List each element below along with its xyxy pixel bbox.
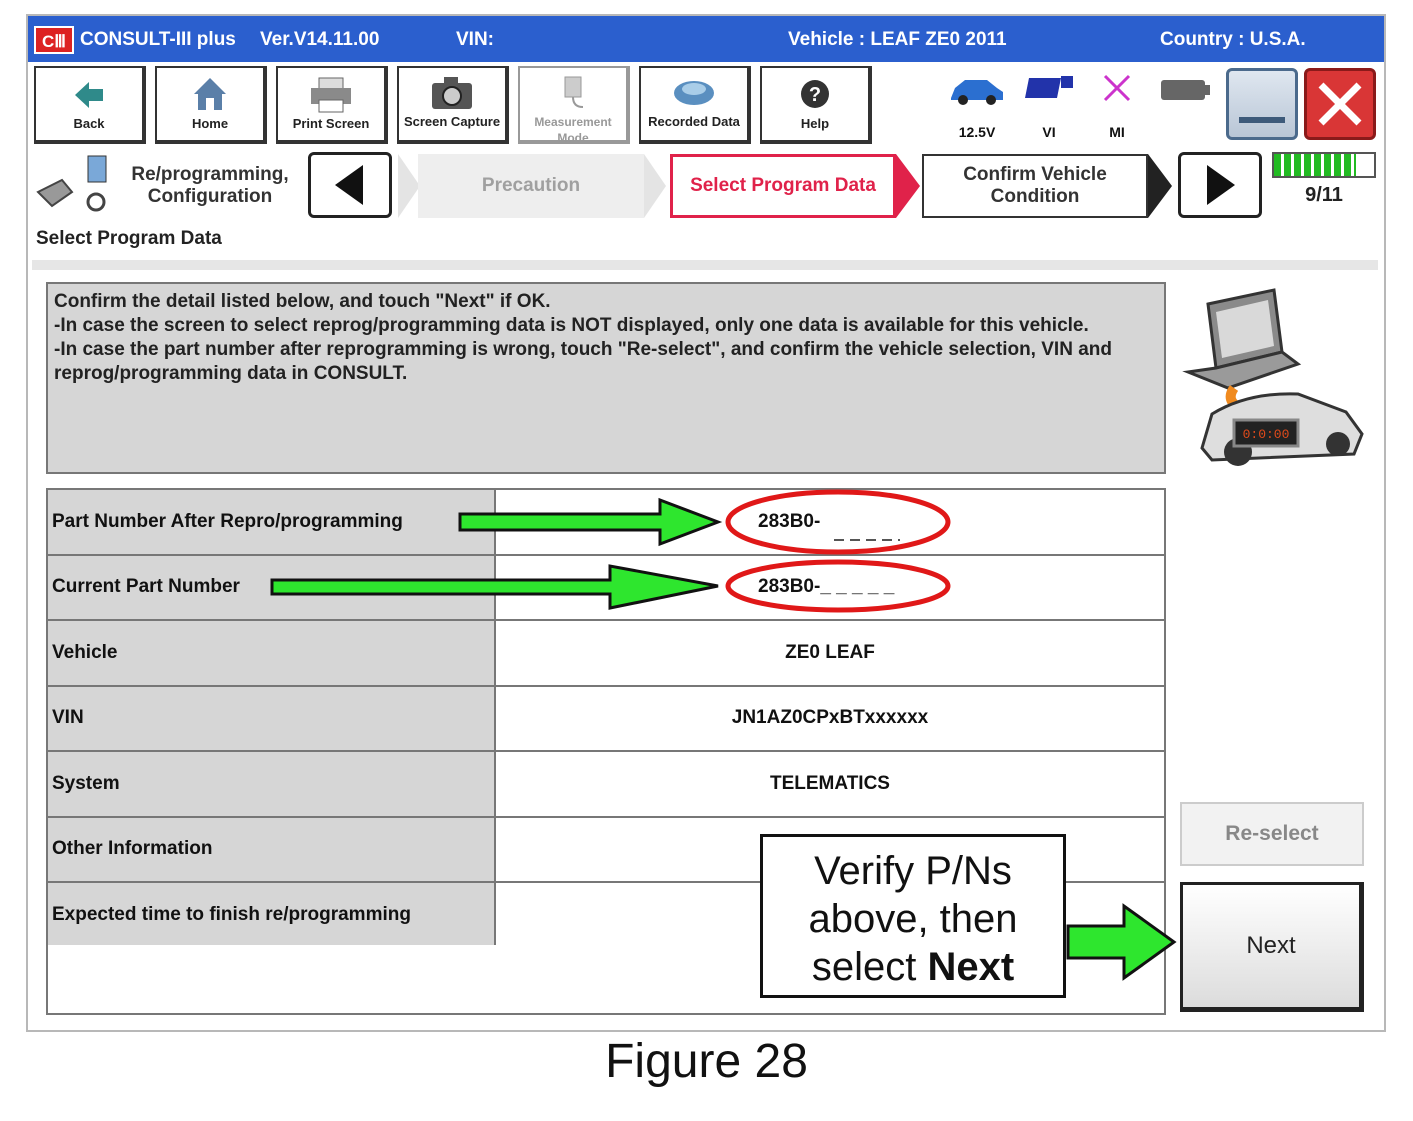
measurement-mode-button[interactable]: Measurement Mode (518, 66, 630, 144)
recorded-data-button[interactable]: Recorded Data (639, 66, 751, 144)
app-version: Ver.V14.11.00 (260, 29, 380, 50)
part-after-label: Part Number After Repro/programming (47, 489, 495, 555)
measurement-icon (553, 72, 593, 114)
vin-label: VIN: (456, 29, 494, 50)
figure-caption: Figure 28 (605, 1035, 808, 1088)
next-step-button[interactable] (1178, 152, 1262, 218)
mi-status: MI (1086, 72, 1148, 144)
step-chevron-icon (644, 154, 666, 218)
step-chevron-icon (398, 154, 420, 218)
reprogramming-icon (32, 152, 112, 218)
battery-icon (1157, 72, 1213, 108)
callout-line: select Next (811, 945, 1015, 989)
arrow-right-icon (1181, 155, 1259, 215)
progress-fill (1274, 154, 1356, 176)
svg-text:?: ? (808, 84, 822, 106)
part-after-value: 283B0- (495, 489, 1165, 555)
mi-icon (1097, 72, 1137, 108)
vehicle-value: ZE0 LEAF (495, 620, 1165, 686)
progress-count: 9/11 (1305, 184, 1343, 206)
vi-icon (1021, 72, 1077, 108)
table-row (47, 555, 1165, 621)
back-arrow-icon (69, 74, 109, 116)
callout-line: Verify P/Ns (814, 849, 1012, 893)
table-row (47, 620, 1165, 686)
instruction-box (46, 282, 1166, 474)
vin-row-label: VIN (47, 686, 495, 752)
camera-icon (428, 72, 476, 114)
svg-text:0:0:00: 0:0:00 (1242, 427, 1290, 442)
table-row (47, 489, 1165, 555)
country-info: Country : U.S.A. (1160, 29, 1306, 50)
step-select-program-data: Select Program Data (670, 154, 896, 218)
step-precaution: Precaution (418, 154, 644, 218)
help-button[interactable]: ? Help (760, 66, 872, 144)
home-button[interactable]: Home (155, 66, 267, 144)
vin-value: JN1AZ0CPxBTxxxxxx (495, 686, 1165, 752)
screen-capture-button[interactable]: Screen Capture (397, 66, 509, 144)
close-button[interactable] (1304, 68, 1376, 140)
table-row (47, 686, 1165, 752)
instruction-line: -In case the screen to select reprog/programming data is NOT displayed, only one data is available for this vehicle. (54, 315, 1089, 336)
step-chevron-icon (896, 154, 920, 218)
current-part-label: Current Part Number (47, 555, 495, 621)
vehicle-label: Vehicle (47, 620, 495, 686)
current-section-label: Re/programming, Configuration (131, 164, 289, 207)
vehicle-info: Vehicle : LEAF ZE0 2011 (788, 29, 1007, 50)
step-bar (28, 148, 1384, 224)
consult-window (26, 14, 1386, 1032)
next-button[interactable]: Next (1180, 882, 1364, 1012)
table-row (47, 751, 1165, 817)
previous-step-button[interactable] (308, 152, 392, 218)
arrow-left-icon (311, 155, 389, 215)
title-bar (28, 16, 1384, 62)
recorded-data-icon (670, 72, 718, 114)
other-info-label: Other Information (47, 817, 495, 883)
minimize-button[interactable] (1226, 68, 1298, 140)
page-title: Select Program Data (36, 228, 222, 249)
toolbar (28, 62, 1384, 148)
step-confirm-vehicle-condition: Confirm Vehicle Condition (922, 154, 1148, 218)
print-screen-button[interactable]: Print Screen (276, 66, 388, 144)
laptop-to-vehicle-illustration (1178, 284, 1368, 474)
battery-status (1154, 72, 1216, 144)
reselect-button[interactable]: Re-select (1180, 802, 1364, 866)
vi-status: VI (1018, 72, 1080, 144)
close-icon (1307, 71, 1373, 137)
step-chevron-icon (1148, 154, 1172, 218)
divider (32, 260, 1378, 270)
instruction-line: -In case the part number after reprogramming is wrong, touch "Re-select", and confirm the vehicle selection, VIN and reprog/programming data in CONSULT. (54, 339, 1112, 384)
back-button[interactable]: Back (34, 66, 146, 144)
instruction-line: Confirm the detail listed below, and touch "Next" if OK. (54, 291, 551, 312)
current-part-value: 283B0-_ _ _ _ _ (495, 555, 1165, 621)
callout-line: above, then (808, 897, 1018, 941)
progress-bar (1272, 152, 1376, 178)
app-name: CONSULT-III plus (80, 29, 236, 50)
consult-logo-icon: CⅢ (34, 26, 74, 54)
expected-time-label: Expected time to finish re/programming (47, 882, 495, 948)
minimize-icon (1229, 71, 1295, 137)
home-icon (190, 74, 230, 116)
instruction-callout (760, 834, 1066, 998)
battery-voltage-status: 12.5V (946, 72, 1008, 144)
printer-icon (307, 74, 355, 116)
system-value: TELEMATICS (495, 751, 1165, 817)
car-icon (947, 72, 1007, 108)
help-icon (795, 74, 835, 116)
system-label: System (47, 751, 495, 817)
